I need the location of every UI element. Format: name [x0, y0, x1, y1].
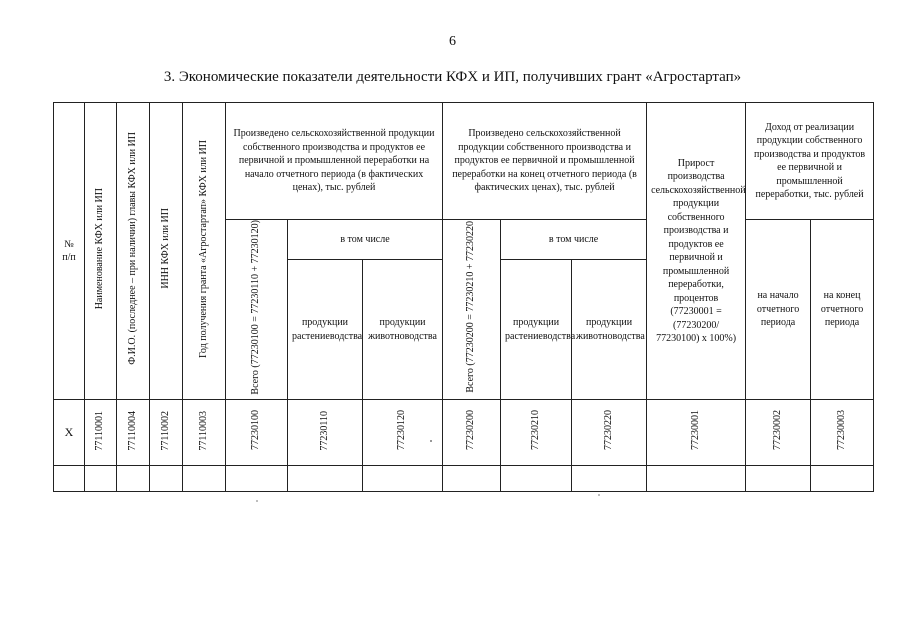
header-livestock-end: продукции животноводства: [572, 260, 647, 400]
code-cell: 77110003: [183, 400, 226, 466]
empty-cell: [117, 466, 150, 492]
scan-speck: [430, 440, 432, 442]
section-title: 3. Экономические показатели деятельности КФХ и ИП, получивших грант «Агростартап»: [163, 69, 742, 85]
code-cell: 77230110: [288, 400, 363, 466]
code-cell: 77230210: [501, 400, 572, 466]
header-incl-start: в том числе: [288, 220, 443, 260]
code-cell: 77110001: [85, 400, 117, 466]
empty-cell: [226, 466, 288, 492]
code-cell: X: [54, 400, 85, 466]
empty-cell: [647, 466, 746, 492]
empty-cell: [811, 466, 874, 492]
code-cell: 77230100: [226, 400, 288, 466]
header-incl-end: в том числе: [501, 220, 647, 260]
code-cell: 77230120: [363, 400, 443, 466]
empty-cell: [746, 466, 811, 492]
code-cell: 77110002: [150, 400, 183, 466]
code-cell: 77230001: [647, 400, 746, 466]
header-crop-start: продукции растениеводства: [288, 260, 363, 400]
empty-cell: [501, 466, 572, 492]
header-total-start: Всего (77230100 = 77230110 + 77230120): [226, 220, 288, 400]
header-growth: Прирост производства сельскохозяйственной продукции собственного производства и продуктов ее первичной и промышленной переработки, процентов (77230001 = (77230200/ 77230100) х 100%): [647, 103, 746, 400]
scan-speck: [256, 500, 258, 502]
header-income: Доход от реализации продукции собственного производства и продуктов ее первичной и промышленной переработки, тыс. рублей: [746, 103, 874, 220]
header-fio: Ф.И.О. (последнее – при наличии) главы КФХ или ИП: [117, 103, 150, 400]
header-produced-end: Произведено сельскохозяйственной продукции собственного производства и продуктов ее первичной и промышленной переработки на конец отчетного периода (в фактических ценах), тыс. рублей: [443, 103, 647, 220]
empty-cell: [443, 466, 501, 492]
header-income-start: на начало отчетного периода: [746, 220, 811, 400]
empty-cell: [363, 466, 443, 492]
empty-cell: [150, 466, 183, 492]
header-income-end: на конец отчетного периода: [811, 220, 874, 400]
header-crop-end: продукции растениеводства: [501, 260, 572, 400]
header-grant-year: Год получения гранта «Агростартап» КФХ или ИП: [183, 103, 226, 400]
empty-cell: [54, 466, 85, 492]
indicators-table: [53, 102, 874, 492]
page-number: 6: [449, 34, 456, 49]
code-cell: 77110004: [117, 400, 150, 466]
empty-cell: [85, 466, 117, 492]
empty-cell: [572, 466, 647, 492]
empty-cell: [288, 466, 363, 492]
header-produced-start: Произведено сельскохозяйственной продукции собственного производства и продуктов ее первичной и промышленной переработки на начало отчетного периода (в фактических ценах), тыс. рублей: [226, 103, 443, 220]
empty-cell: [183, 466, 226, 492]
scan-speck: [598, 494, 600, 496]
header-name: Наименование КФХ или ИП: [85, 103, 117, 400]
codes-row: [54, 400, 874, 466]
code-cell: 77230220: [572, 400, 647, 466]
header-num: № п/п: [54, 103, 85, 400]
header-livestock-start: продукции животноводства: [363, 260, 443, 400]
empty-data-row: [54, 466, 874, 492]
code-cell: 77230200: [443, 400, 501, 466]
header-inn: ИНН КФХ или ИП: [150, 103, 183, 400]
code-cell: 77230003: [811, 400, 874, 466]
header-total-end: Всего (77230200 = 77230210 + 77230220: [443, 220, 501, 400]
code-cell: 77230002: [746, 400, 811, 466]
